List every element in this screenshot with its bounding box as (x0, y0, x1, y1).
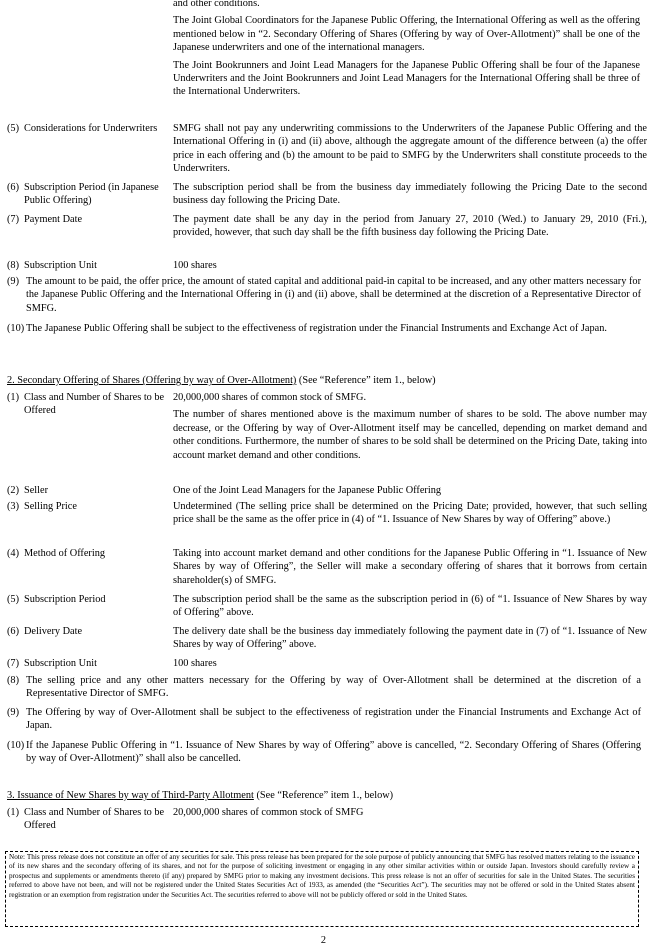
item-number: (7) (7, 658, 20, 669)
item-text: If the Japanese Public Offering in “1. Issuance of New Shares by way of Offering” above is cancelled, “2. Secondary Offering of Shares (Offering by way of Over-Allotment)” shall also be cancelled. (26, 740, 641, 765)
item-number: (3) (7, 501, 20, 512)
item-label: Class and Number of Shares to be Offered (24, 807, 165, 832)
section-3-title: 3. Issuance of New Shares by way of Third-Party Allotment (7, 790, 254, 801)
joint-global-coordinators-paragraph: The Joint Global Coordinators for the Japanese Public Offering, the International Offering as well as the offering mentioned below in “2. Secondary Offering of Shares (Offering by way of Over-Allotment)” shall be one of the Japanese underwriters and one of the international managers. (173, 15, 640, 54)
item-label: Considerations for Underwriters (24, 123, 158, 134)
section-3-heading (7, 789, 393, 802)
section-2-title: 2. Secondary Offering of Shares (Offering by way of Over-Allotment) (7, 375, 297, 386)
item-number: (10) (7, 323, 25, 334)
continuation-text (173, 0, 640, 103)
item-label: Class and Number of Shares to be Offered (24, 392, 165, 417)
item-value: The subscription period shall be the same as the subscription period in (6) of “1. Issuance of New Shares by way of Offering” above. (173, 594, 647, 619)
item-number: (1) (7, 807, 20, 818)
item-value: One of the Joint Lead Managers for the Japanese Public Offering (173, 485, 442, 496)
item-value: The payment date shall be any day in the period from January 27, 2010 (Wed.) to January 29, 2010 (Fri.), provided, however, that such day shall be the fifth business day following the Pricing Date. (173, 214, 647, 239)
item-label: Payment Date (24, 214, 83, 225)
item-number: (6) (7, 626, 20, 637)
item-value: The delivery date shall be the business day immediately following the payment date in (7) of “1. Issuance of New Shares by way of Offering” above. (173, 626, 647, 651)
item-number: (7) (7, 214, 20, 225)
item-number: (9) (7, 276, 20, 287)
item-value: SMFG shall not pay any underwriting commissions to the Underwriters of the Japanese Public Offering and the International Offering in (i) and (ii) above, although the aggregate amount of the difference between (a) the offer price in each offering and (b) the amount to be paid to SMFG by the Underwriters shall constitute proceeds to the Underwriters. (173, 123, 647, 175)
disclaimer-note-box: Note: This press release does not constitute an offer of any securities for sale. This press release has been prepared for the sole purpose of publicly announcing that SMFG has resolved matters relating to the issuance of its new shares and the secondary offering of its shares, and not for the purpose of soliciting investment or engaging in any other similar activities within or outside Japan. Investors should carefully review a prospectus and supplements or amendments thereto (if any) prepared by SMFG prior to making any investment decisions. This press release is not an offer of securities for sale in the United States. The securities referred to above have not been, and will not be registered under the United States Securities Act of 1933, as amended (the “Securities Act”). The securities may not be offered or sold in the United States absent registration or an exemption from registration under the Securities Act. The securities referred to above will not be publicly offered or sold in the United States. (5, 851, 639, 927)
item-number: (10) (7, 740, 25, 751)
item-text: The selling price and any other matters necessary for the Offering by way of Over-Allotment shall be determined at the discretion of a Representative Director of SMFG. (26, 675, 641, 700)
item-value: Taking into account market demand and other conditions for the Japanese Public Offering in “1. Issuance of New Shares by way of Offering”, the Seller will make a secondary offering of shares that it borrows from certain shareholder(s) of SMFG. (173, 548, 647, 586)
item-value: Undetermined (The selling price shall be determined on the Pricing Date; provided, however, that such selling price shall be the same as the offer price in (4) of “1. Issuance of New Shares by way of Offering” above.) (173, 501, 647, 526)
item-label: Seller (24, 485, 49, 496)
section-2-reference: (See “Reference” item 1., below) (296, 375, 436, 386)
item-value: 100 shares (173, 658, 217, 669)
item-number: (8) (7, 260, 20, 271)
joint-bookrunners-paragraph: The Joint Bookrunners and Joint Lead Managers for the Japanese Public Offering shall be four of the Japanese Underwriters and the Joint Bookrunners and Joint Lead Managers for the International Offering shall be three of the International Underwriters. (173, 59, 640, 98)
item-number: (4) (7, 548, 20, 559)
item-number: (5) (7, 123, 20, 134)
item-value: The subscription period shall be from the business day immediately following the Pricing Date to the second business day following the Pricing Date. (173, 182, 647, 207)
item-number: (5) (7, 594, 20, 605)
section-2-heading (7, 374, 436, 387)
item-number: (1) (7, 392, 20, 403)
item-value: 100 shares (173, 260, 217, 271)
continuation-line: and other conditions. (173, 0, 260, 9)
item-value-line: 20,000,000 shares of common stock of SMFG. (173, 392, 367, 403)
item-number: (8) (7, 675, 20, 686)
item-text: The Offering by way of Over-Allotment shall be subject to the effectiveness of registration under the Financial Instruments and Exchange Act of Japan. (26, 707, 641, 732)
item-label: Subscription Period (in Japanese Public Offering) (24, 182, 159, 207)
item-label: Subscription Period (24, 594, 106, 605)
item-value (173, 391, 647, 462)
item-label: Delivery Date (24, 626, 83, 637)
item-number: (9) (7, 707, 20, 718)
section-3-reference: (See “Reference” item 1., below) (253, 790, 394, 801)
item-number: (2) (7, 485, 20, 496)
item-value-note: The number of shares mentioned above is the maximum number of shares to be sold. The above number may decrease, or the Offering by way of Over-Allotment itself may be cancelled, depending on market demand and other conditions. Furthermore, the number of shares to be sold shall be determined on the Pricing Date, taking into account market demand and other conditions. (173, 409, 647, 461)
item-label: Subscription Unit (24, 260, 97, 271)
item-label: Selling Price (24, 501, 77, 512)
item-label: Subscription Unit (24, 658, 97, 669)
item-text: The Japanese Public Offering shall be subject to the effectiveness of registration under the Financial Instruments and Exchange Act of Japan. (26, 323, 607, 334)
page-number: 2 (320, 935, 327, 946)
item-text: The amount to be paid, the offer price, the amount of stated capital and additional paid-in capital to be increased, and any other matters necessary for the Japanese Public Offering and the International Offering in (i) and (ii) above, shall be determined at the discretion of a Representative Director of SMFG. (26, 276, 641, 314)
item-value: 20,000,000 shares of common stock of SMFG (173, 807, 364, 818)
item-label: Method of Offering (24, 548, 106, 559)
item-number: (6) (7, 182, 20, 193)
